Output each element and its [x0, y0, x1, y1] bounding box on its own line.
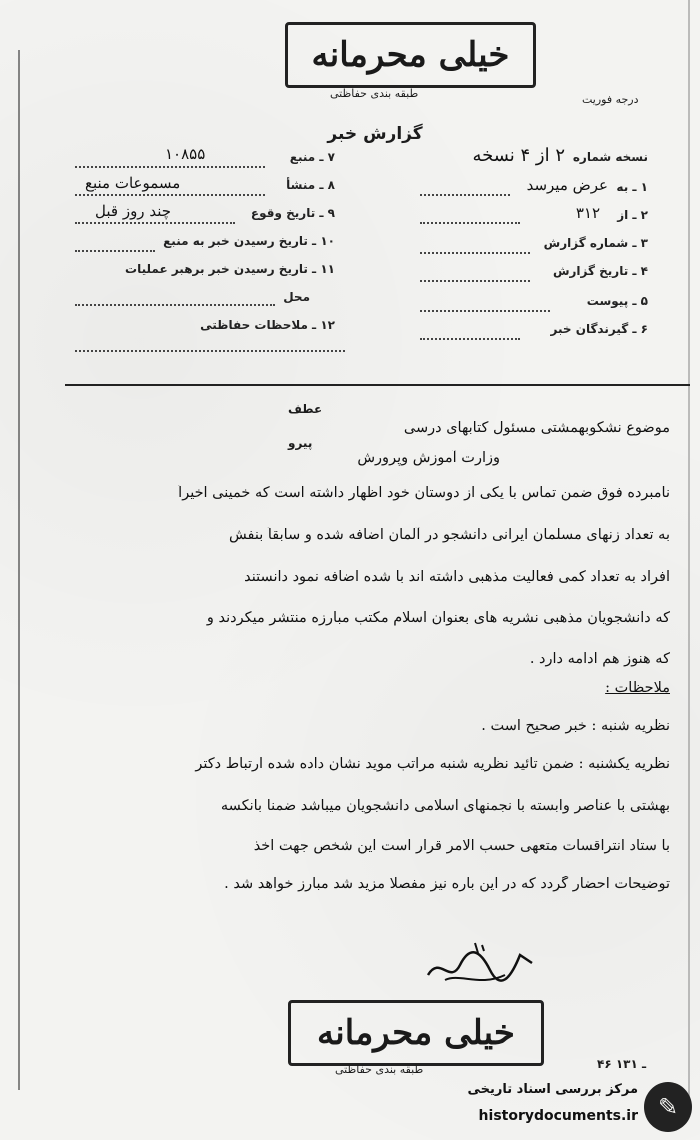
- location-label: محل: [283, 290, 310, 304]
- security-notes-label: ۱۲ ـ ملاحظات حفاظتی: [200, 318, 335, 332]
- from-value: ۳۱۲: [575, 204, 600, 222]
- news-to-leader-date-label: ۱۱ ـ تاریخ رسیدن خبر برهبر عملیات: [125, 262, 335, 276]
- subject-line: موضوع نشکوبهمشتی مسئول کتابهای درسی: [403, 420, 670, 436]
- report-title: گزارش خبر: [327, 124, 423, 144]
- occurrence-date-label: ۹ ـ تاریخ وقوع: [250, 206, 335, 220]
- field-line: [420, 310, 550, 312]
- document-number: ۴۶ ـ ۱۳۱: [597, 1057, 647, 1071]
- site-watermark: [418, 1078, 700, 1140]
- copy-number-label: نسخه شماره: [572, 150, 648, 164]
- top-classification-stamp: خیلی محرمانه: [285, 22, 536, 88]
- news-to-source-date-label: ۱۰ ـ تاریخ رسیدن خبر به منبع: [163, 234, 335, 248]
- report-number-label: ۳ ـ شماره گزارش: [543, 236, 648, 250]
- section-divider: [65, 384, 690, 386]
- followup-annotation: پیرو: [288, 436, 313, 450]
- body-line: به تعداد زنهای مسلمان ایرانی دانشجو در آلمان اضافه شده و سابقاً بنفش: [229, 527, 670, 543]
- recipients-label: ۶ ـ گیرندگان خبر: [550, 322, 648, 336]
- paper-edge: [18, 50, 20, 1090]
- priority-label: درجه فوریت: [582, 93, 639, 106]
- field-line: [75, 166, 265, 168]
- bottom-classification-label: طبقه بندی حفاظتی: [335, 1063, 424, 1076]
- note-line: بهشتی با عناصر وابسته با نجمنهای اسلامی دانشجویان میباشد ضمنا بانکسه: [220, 798, 670, 814]
- reference-annotation: عطف: [288, 402, 323, 416]
- field-line: [420, 252, 530, 254]
- field-line: [420, 338, 520, 340]
- notes-title: ملاحظات :: [605, 680, 670, 696]
- field-line: [420, 280, 530, 282]
- field-line: [75, 222, 235, 224]
- field-line: [75, 304, 275, 306]
- note-line: با ستاد انتراقسات متعهی حسب الامر قرار است این شخص جهت اخذ: [253, 838, 670, 854]
- occurrence-date-value: چند روز قبل: [95, 202, 171, 220]
- site-name: مرکز بررسی اسناد تاریخی: [467, 1082, 638, 1097]
- report-date-label: ۴ ـ تاریخ گزارش: [552, 264, 648, 278]
- site-url[interactable]: historydocuments.ir: [478, 1108, 638, 1124]
- paper-edge: [688, 0, 690, 1100]
- body-line: نامبرده فوق ضمن تماس با یکی از دوستان خود اظهار داشته است که خمینی اخیراً: [178, 485, 670, 501]
- book-logo-icon: ✎: [644, 1082, 692, 1132]
- body-line: که دانشجویان مذهبی نشریه های بعنوان اسلام مکتب مبارزه منتشر میکردند و: [206, 610, 670, 626]
- body-line: که هنوز هم ادامه دارد .: [529, 651, 670, 667]
- to-label: ۱ ـ به: [616, 180, 648, 194]
- field-line: [75, 194, 265, 196]
- note-line: نظریه شنبه : خبر صحیح است .: [481, 718, 670, 734]
- source-value: ۱۰۸۵۵: [165, 145, 206, 163]
- note-line: توضیحات احضار گردد که در این باره نیز مفصلا مزید شد مبارز خواهد شد .: [224, 876, 670, 892]
- field-line: [75, 250, 155, 252]
- field-line: [420, 194, 510, 196]
- source-label: ۷ ـ منبع: [289, 150, 335, 164]
- origin-label: ۸ ـ منشأ: [286, 178, 335, 192]
- to-value: عرض میرسد: [526, 176, 608, 194]
- note-line: نظریه یکشنبه : ضمن تائید نظریه شنبه مراتب موید نشان داده شده ارتباط دکتر: [195, 756, 670, 772]
- field-line: [75, 350, 345, 352]
- origin-value: مسموعات منبع: [85, 174, 181, 192]
- from-label: ۲ ـ از: [617, 208, 648, 222]
- body-line: افراد به تعداد کمی فعالیت مذهبی داشته اند با شده اضافه نمود دانستند: [244, 569, 670, 585]
- subject-line-2: وزارت آموزش وپرورش: [357, 450, 500, 466]
- attachment-label: ۵ ـ پیوست: [586, 294, 648, 308]
- bottom-classification-stamp: خیلی محرمانه: [288, 1000, 544, 1066]
- field-line: [420, 222, 520, 224]
- copy-number-value: ۲ از ۴ نسخه: [472, 145, 565, 166]
- top-classification-label: طبقه بندی حفاظتی: [330, 87, 419, 100]
- signature-icon: [420, 935, 540, 995]
